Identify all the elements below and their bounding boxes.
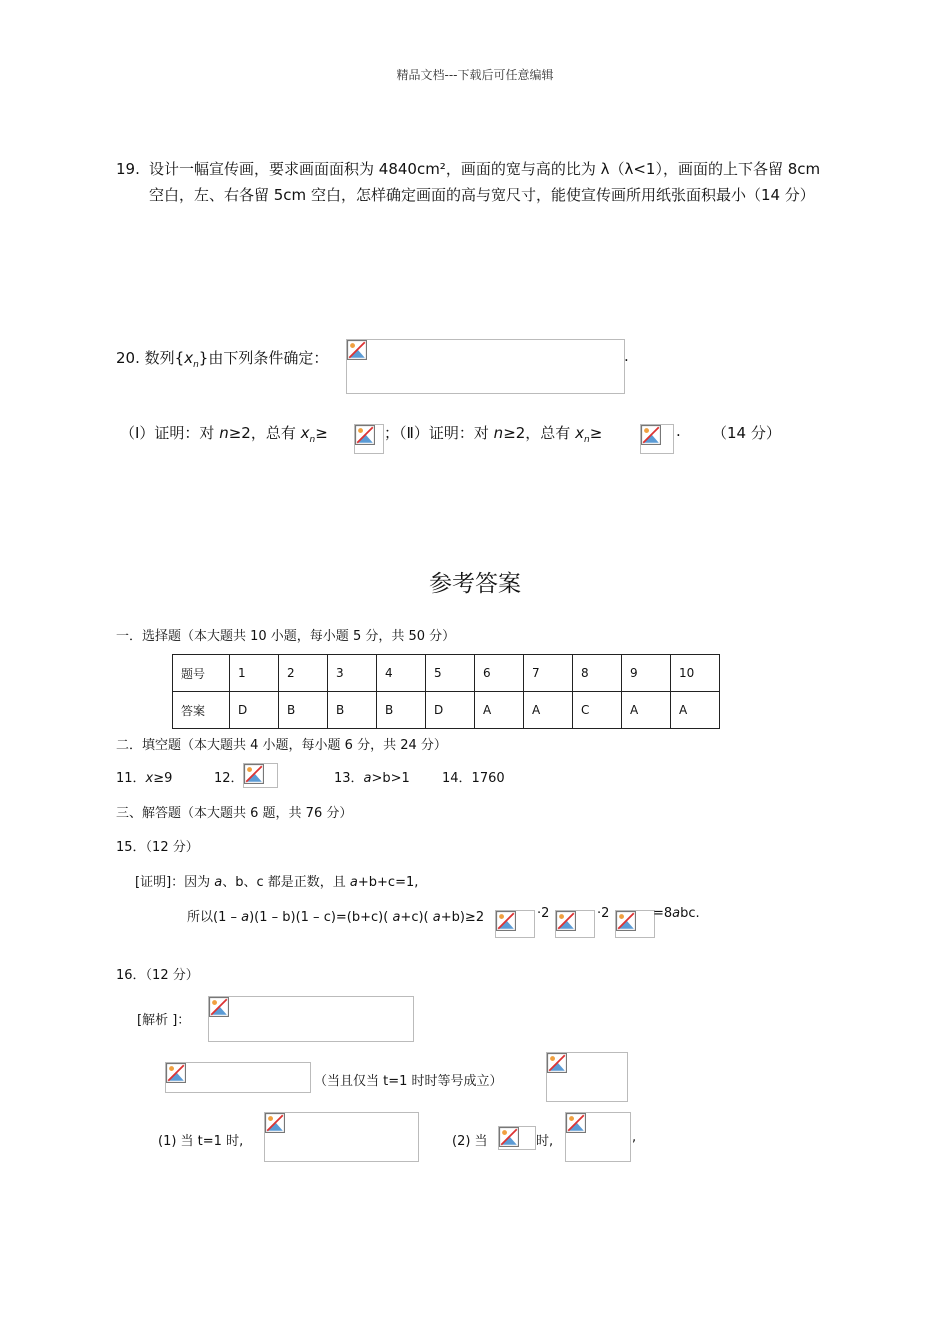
answer-13: 13．a>b>1 — [334, 771, 410, 786]
formula-image-placeholder — [565, 1112, 631, 1162]
table-cell: B — [377, 692, 426, 729]
formula-image-placeholder — [546, 1052, 628, 1102]
table-cell: 7 — [524, 655, 573, 692]
table-cell: 9 — [622, 655, 671, 692]
broken-image-icon — [496, 911, 516, 931]
question-number: 20. — [116, 349, 140, 367]
broken-image-icon — [616, 911, 636, 931]
table-cell: 4 — [377, 655, 426, 692]
equality-note: （当且仅当 t=1 时时等号成立） — [314, 1074, 503, 1089]
table-cell: 8 — [573, 655, 622, 692]
formula-image-placeholder — [208, 996, 414, 1042]
page-header: 精品文档---下载后可任意编辑 — [396, 68, 554, 82]
answer-14: 14．1760 — [442, 771, 505, 786]
table-cell: B — [328, 692, 377, 729]
formula-image-placeholder — [264, 1112, 419, 1162]
table-cell: 10 — [671, 655, 720, 692]
broken-image-icon — [209, 997, 229, 1017]
broken-image-icon — [347, 340, 367, 360]
broken-image-icon — [499, 1127, 519, 1147]
table-cell: 5 — [426, 655, 475, 692]
formula-image-placeholder — [555, 910, 595, 938]
broken-image-icon — [265, 1113, 285, 1133]
table-cell: 3 — [328, 655, 377, 692]
section-1-heading: 一．选择题（本大题共 10 小题，每小题 5 分，共 50 分） — [116, 629, 456, 644]
broken-image-icon — [641, 425, 661, 445]
broken-image-icon — [166, 1063, 186, 1083]
question-16-heading: 16．（12 分） — [116, 968, 199, 983]
analysis-label: [解析 ]： — [137, 1013, 191, 1028]
table-cell: D — [230, 692, 279, 729]
broken-image-icon — [244, 764, 264, 784]
broken-image-icon — [547, 1053, 567, 1073]
formula-image-placeholder — [495, 910, 535, 938]
table-cell: 1 — [230, 655, 279, 692]
table-cell: B — [279, 692, 328, 729]
table-cell: A — [671, 692, 720, 729]
question-20: 20. 数列$\{x_n\}$由下列条件确定： — [116, 349, 329, 370]
table-cell: 6 — [475, 655, 524, 692]
question-15-line2: 所以(1 – a)(1 – b)(1 – c)=(b+c)( a+c)( a+b)≥2 — [187, 910, 485, 925]
formula-image-placeholder — [165, 1062, 311, 1093]
question-number: 19. — [116, 160, 140, 178]
table-cell: C — [573, 692, 622, 729]
broken-image-icon — [556, 911, 576, 931]
table-cell: A — [524, 692, 573, 729]
formula-image-placeholder — [354, 424, 384, 454]
case-2: (2) 当 — [452, 1134, 488, 1149]
table-cell: 2 — [279, 655, 328, 692]
case-1: (1) 当 t=1 时, — [158, 1134, 244, 1149]
formula-image-placeholder — [640, 424, 674, 454]
table-row — [173, 692, 720, 729]
formula-image-placeholder — [243, 763, 278, 788]
table-cell: D — [426, 692, 475, 729]
answer-12: 12． — [214, 771, 244, 786]
question-20-parts: （Ⅰ）证明：对 n≥2，总有 $x_n\ge$ — [120, 424, 328, 445]
broken-image-icon — [355, 425, 375, 445]
formula-image-placeholder — [498, 1126, 536, 1150]
question-text: 设计一幅宣传画，要求画面面积为 4840cm²，画面的宽与高的比为 λ（λ<1），画面的上下各留 8cm 空白，左、右各留 5cm 空白，怎样确定画面的高与宽尺寸，能使宣传画所用纸张面积最小（14 分） — [149, 160, 821, 204]
table-cell: 题号 — [173, 655, 230, 692]
answer-title: 参考答案 — [429, 571, 521, 597]
formula-image-placeholder — [615, 910, 655, 938]
section-2-heading: 二．填空题（本大题共 4 小题，每小题 6 分，共 24 分） — [116, 738, 447, 753]
table-cell: 答案 — [173, 692, 230, 729]
answer-table — [172, 654, 720, 729]
table-cell: A — [622, 692, 671, 729]
table-cell: A — [475, 692, 524, 729]
broken-image-icon — [566, 1113, 586, 1133]
section-3-heading: 三、解答题（本大题共 6 题，共 76 分） — [116, 806, 353, 821]
table-row — [173, 655, 720, 692]
question-19 — [116, 156, 826, 208]
answer-11: 11．x≥9 — [116, 771, 173, 786]
question-15-proof: [证明]：因为 a、b、c 都是正数，且 a+b+c=1, — [135, 875, 419, 890]
question-15-heading: 15．（12 分） — [116, 840, 199, 855]
formula-image-placeholder — [346, 339, 625, 394]
